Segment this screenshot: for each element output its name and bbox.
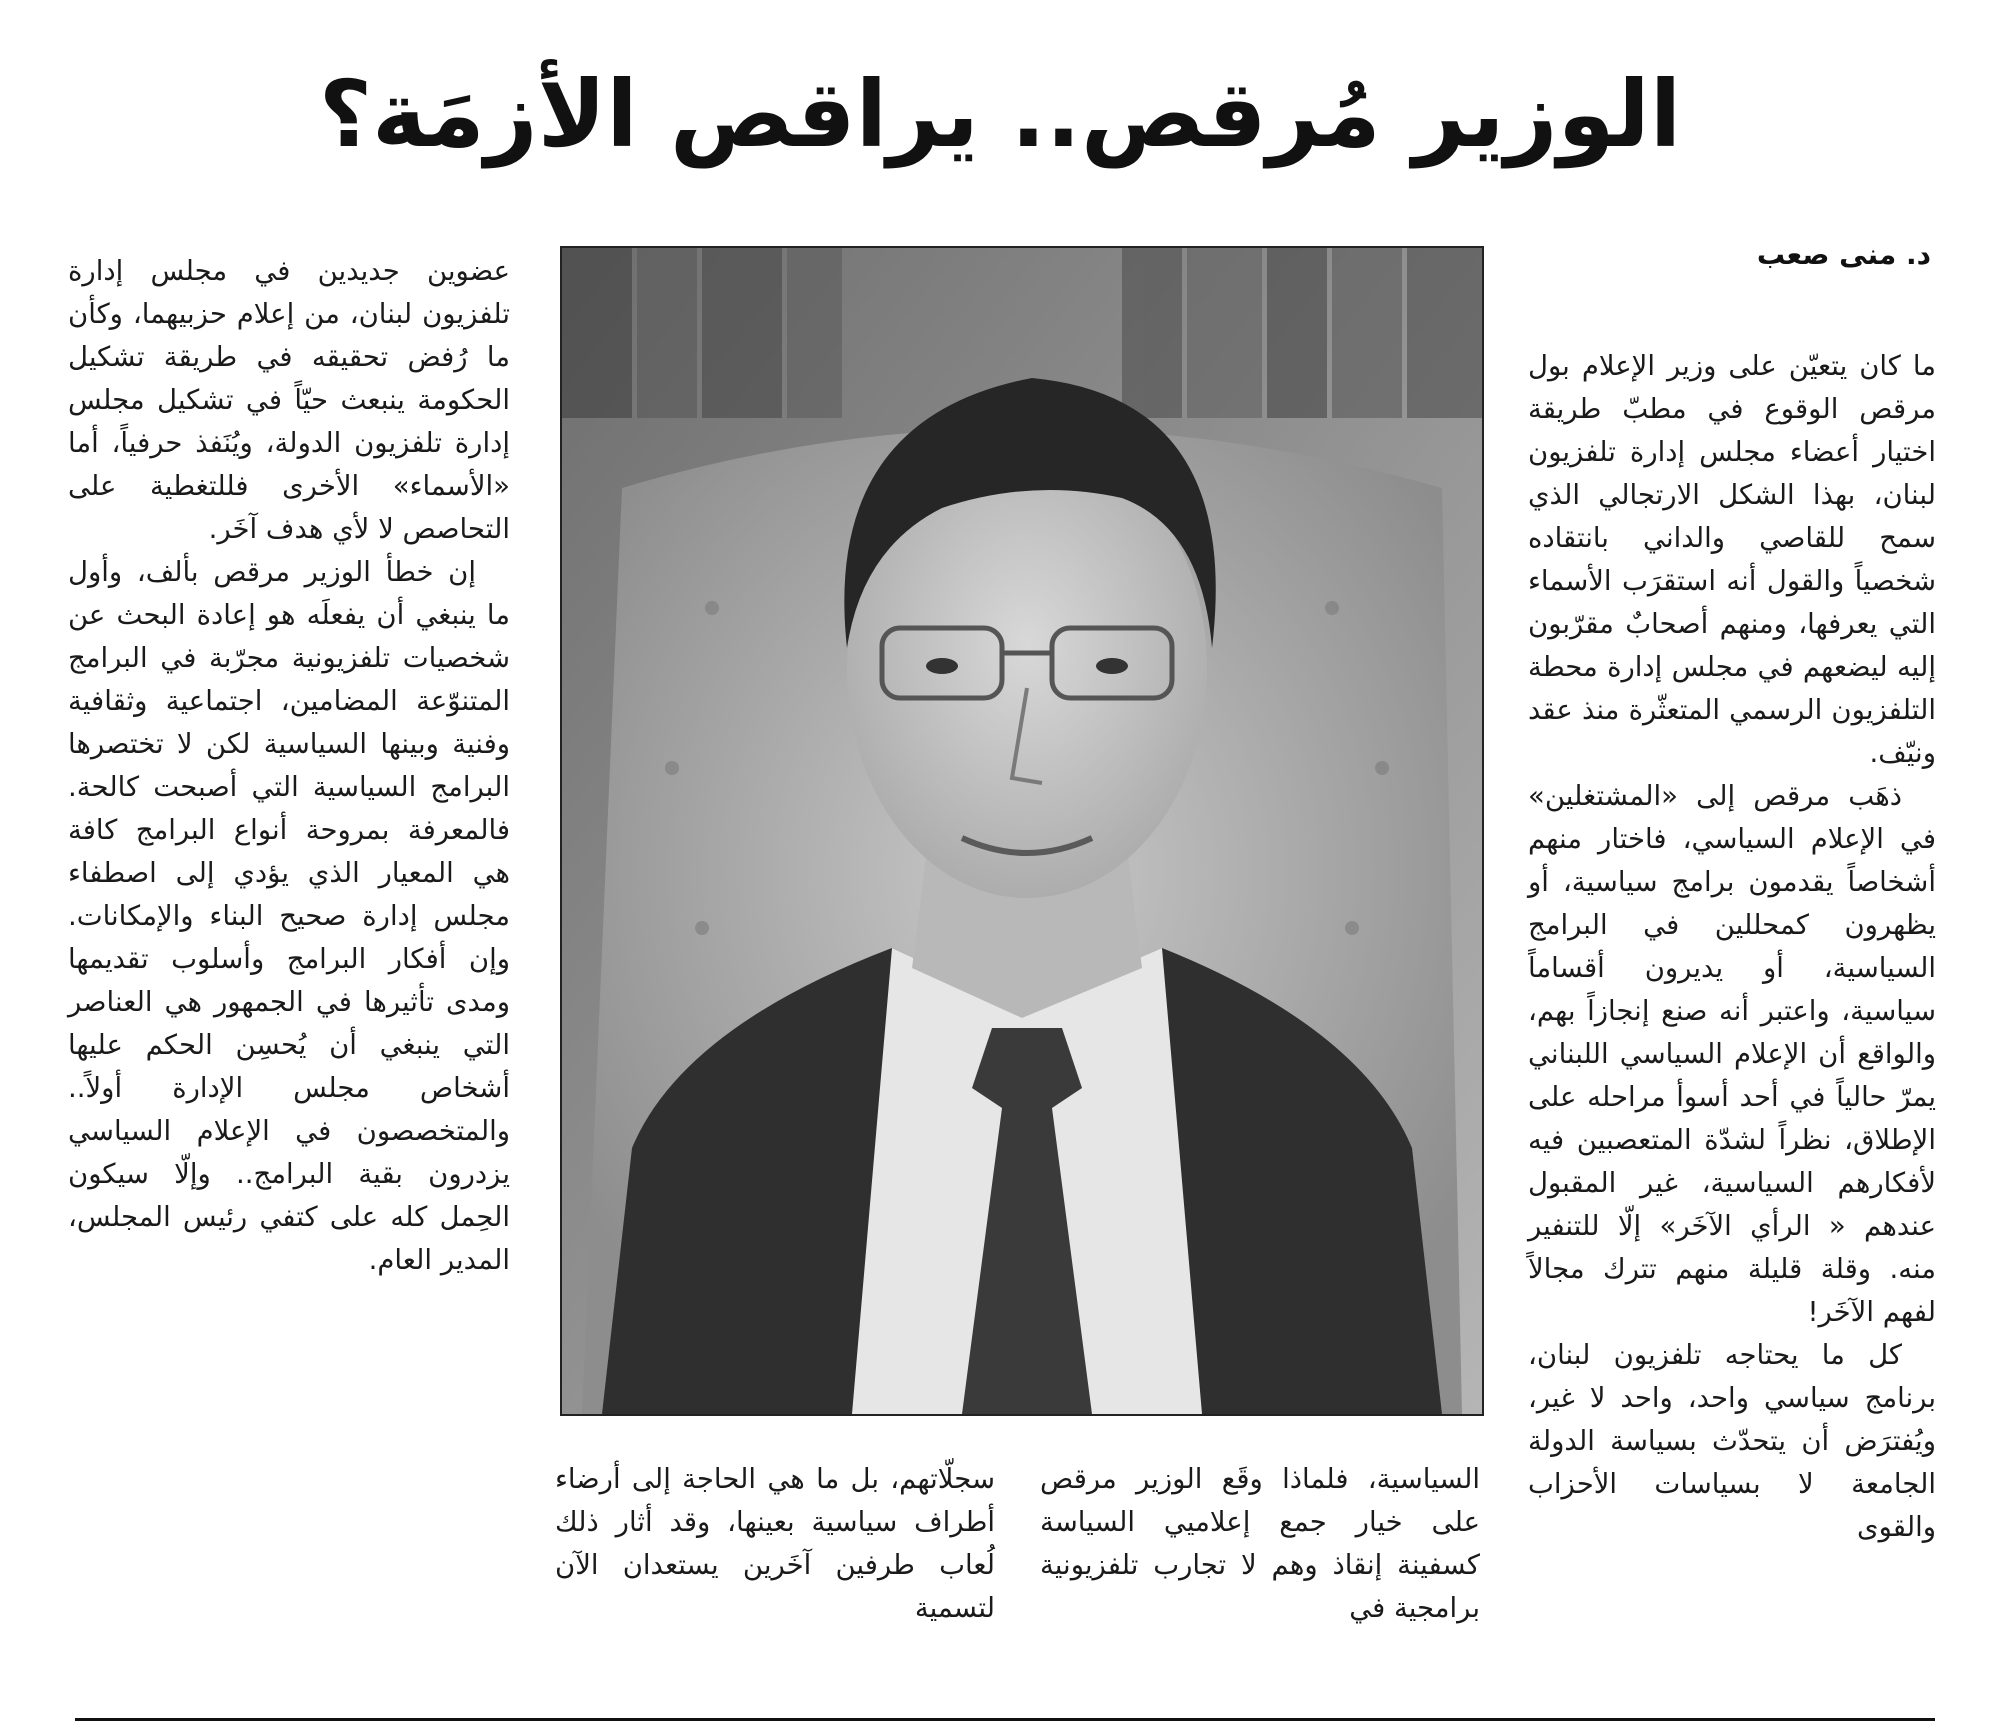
paragraph: كل ما يحتاجه تلفزيون لبنان، برنامج سياسي واحد، واحد لا غير، ويُفترَض أن يتحدّث بسياسة الدولة الجامعة لا بسياسات الأحزاب والقوى xyxy=(1528,1339,1936,1543)
portrait-photo xyxy=(560,246,1484,1416)
paragraph: ما كان يتعيّن على وزير الإعلام بول مرقص الوقوع في مطبّ طريقة اختيار أعضاء مجلس إدارة تلفزيون لبنان، بهذا الشكل الارتجالي الذي سمح للقاصي والداني بانتقاده شخصياً والقول أنه استقرَب الأسماء التي يعرفها، ومنهم أصحابٌ مقرّبون إليه ليضعهم في مجلس إدارة محطة التلفزيون الرسمي المتعثّرة منذ عقد ونيّف. xyxy=(1528,350,1936,769)
article-column-middle-left xyxy=(555,1458,995,1630)
paragraph: ذهَب مرقص إلى «المشتغلين» في الإعلام السياسي، فاختار منهم أشخاصاً يقدمون برامج سياسية، أو يظهرون كمحللين في البرامج السياسية، أو يديرون أقساماً سياسية، واعتبر أنه صنع إنجازاً بهم، والواقع أن الإعلام السياسي اللبناني يمرّ حالياً في أحد أسوأ مراحله على الإطلاق، نظراً لشدّة المتعصبين فيه لأفكارهم السياسية، غير المقبول عندهم « الرأي الآخَر» إلّا للتنفير منه. وقلة قليلة منهم تترك مجالاً لفهم الآخَر! xyxy=(1528,780,1936,1328)
article-column-middle-right xyxy=(1040,1458,1480,1630)
author-byline: د. منى صعب xyxy=(1756,238,1931,271)
headline: الوزير مُرقص.. يراقص الأزمَة؟ xyxy=(318,61,1682,168)
paragraph: عضوين جديدين في مجلس إدارة تلفزيون لبنان، من إعلام حزبيهما، وكأن ما رُفض تحقيقه في طريقة تشكيل الحكومة ينبعث حيّاً في تشكيل مجلس إدارة تلفزيون الدولة، ويُنَفذ حرفياً، أما «الأسماء» الأخرى فللتغطية على التحاصص لا لأي هدف آخَر. xyxy=(68,255,510,545)
paragraph: سجلّاتهم، بل ما هي الحاجة إلى أرضاء أطراف سياسية بعينها، وقد أثار ذلك لُعاب طرفين آخَرين يستعدان الآن لتسمية xyxy=(555,1463,995,1624)
article-column-left xyxy=(68,250,510,1282)
bottom-divider xyxy=(75,1718,1935,1721)
paragraph: السياسية، فلماذا وقَع الوزير مرقص على خيار جمع إعلاميي السياسة كسفينة إنقاذ وهم لا تجارب تلفزيونية برامجية في xyxy=(1040,1463,1480,1624)
article-column-right xyxy=(1528,345,1936,1549)
paragraph: إن خطأ الوزير مرقص بألف، وأول ما ينبغي أن يفعلَه هو إعادة البحث عن شخصيات تلفزيونية مجرّبة في البرامج المتنوّعة المضامين، اجتماعية وثقافية وفنية وبينها السياسية لكن لا تختصرها البرامج السياسية التي أصبحت كالحة. فالمعرفة بمروحة أنواع البرامج كافة هي المعيار الذي يؤدي إلى اصطفاء مجلس إدارة صحيح البناء والإمكانات. وإن أفكار البرامج وأسلوب تقديمها ومدى تأثيرها في الجمهور هي العناصر التي ينبغي أن يُحسِن الحكم عليها أشخاص مجلس الإدارة أولاً.. والمتخصصون في الإعلام السياسي يزدرون بقية البرامج.. وإلّا سيكون الحِمل كله على كتفي رئيس المجلس، المدير العام. xyxy=(68,556,510,1276)
